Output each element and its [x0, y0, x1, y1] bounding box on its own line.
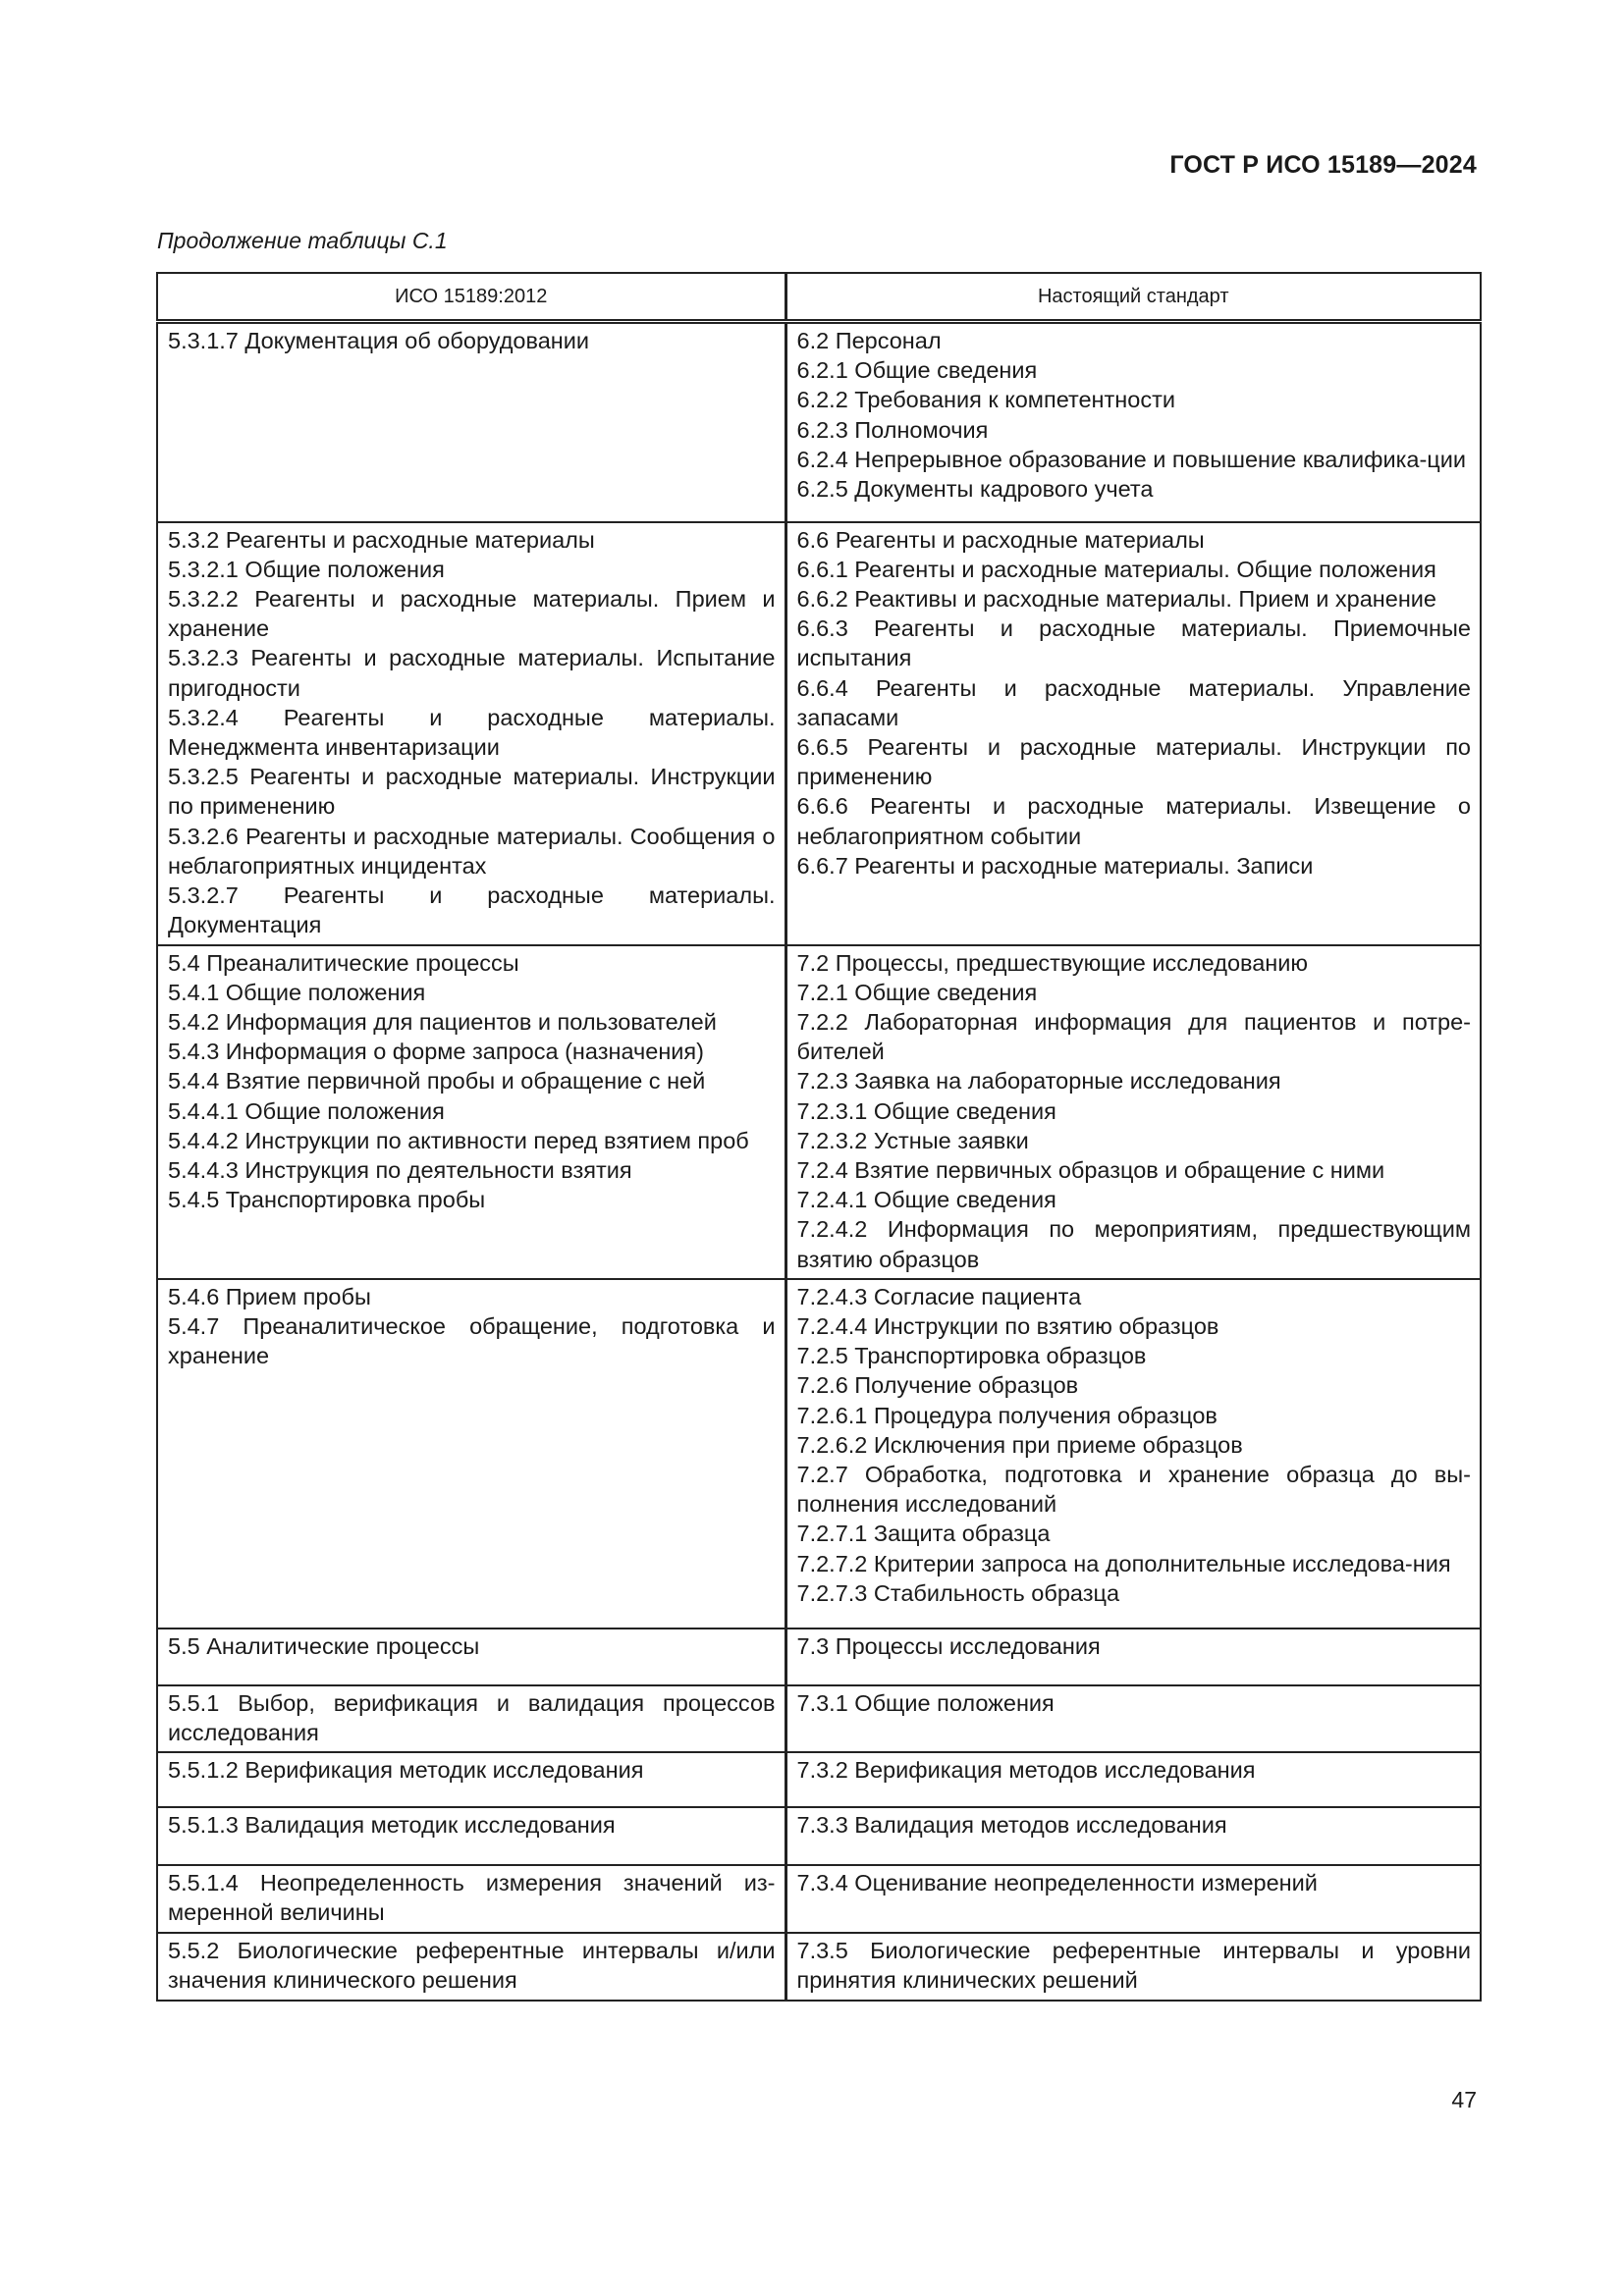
- cell-line: 5.4.4.3 Инструкция по деятельности взятия: [168, 1156, 632, 1183]
- cell-line: 6.2.5 Документы кадрового учета: [796, 476, 1154, 503]
- cell-line: 5.5.1.4 Неопределенность измерения значений из-меренной величины: [168, 1870, 776, 1926]
- cell-iso-2012: [157, 1629, 785, 1685]
- cell-iso-2012: [157, 1933, 785, 2001]
- cell-line: 5.4.6 Прием пробы: [168, 1283, 371, 1309]
- cell-line: 5.3.2.1 Общие положения: [168, 556, 445, 582]
- cell-line: 5.5 Аналитические процессы: [168, 1632, 480, 1659]
- cell-iso-2012: [157, 1865, 785, 1932]
- cell-line: 5.4.4 Взятие первичной пробы и обращение с ней: [168, 1068, 706, 1095]
- cell-line: 7.2.7.1 Защита образца: [796, 1521, 1051, 1547]
- table-row: [157, 1807, 1481, 1865]
- cell-line: 5.4 Преаналитические процессы: [168, 949, 519, 976]
- cell-current-standard: [785, 1685, 1481, 1752]
- correspondence-table: [156, 272, 1482, 2002]
- cell-line: 7.2.4.2 Информация по мероприятиям, предшествующим взятию образцов: [796, 1216, 1471, 1272]
- cell-line: 6.6.4 Реагенты и расходные материалы. Управление запасами: [796, 674, 1471, 730]
- table-header-row: [157, 273, 1481, 322]
- table-row: [157, 1685, 1481, 1752]
- cell-current-standard: [785, 1807, 1481, 1865]
- cell-line: 7.2.3.2 Устные заявки: [796, 1127, 1029, 1153]
- cell-line: 5.3.2.3 Реагенты и расходные материалы. Испытание пригодности: [168, 645, 776, 701]
- cell-line: 7.3.1 Общие положения: [796, 1689, 1055, 1716]
- cell-line: 7.2.3 Заявка на лабораторные исследования: [796, 1068, 1281, 1095]
- cell-line: 7.2.7.3 Стабильность образца: [796, 1579, 1120, 1606]
- column-header-iso-2012: ИСО 15189:2012: [157, 273, 785, 322]
- document-code: ГОСТ Р ИСО 15189—2024: [1169, 151, 1477, 179]
- cell-line: 5.4.5 Транспортировка пробы: [168, 1187, 486, 1213]
- cell-iso-2012: [157, 322, 785, 522]
- cell-iso-2012: [157, 1279, 785, 1629]
- cell-line: 7.2.1 Общие сведения: [796, 979, 1038, 1005]
- page-number: 47: [1451, 2087, 1477, 2112]
- cell-line: 6.6.1 Реагенты и расходные материалы. Общие положения: [796, 556, 1436, 582]
- cell-line: 7.2.4.4 Инструкции по взятию образцов: [796, 1312, 1219, 1339]
- cell-line: 5.4.4.2 Инструкции по активности перед взятием проб: [168, 1127, 749, 1153]
- cell-current-standard: [785, 322, 1481, 522]
- table-caption: Продолжение таблицы С.1: [157, 228, 448, 253]
- cell-line: 5.4.4.1 Общие положения: [168, 1097, 445, 1124]
- cell-iso-2012: [157, 1685, 785, 1752]
- cell-line: 6.2.2 Требования к компетентности: [796, 387, 1175, 413]
- cell-line: 7.3.2 Верификация методов исследования: [796, 1757, 1256, 1784]
- table-row: [157, 1629, 1481, 1685]
- cell-line: 6.6.6 Реагенты и расходные материалы. Извещение о неблагоприятном событии: [796, 793, 1471, 849]
- cell-iso-2012: [157, 1752, 785, 1807]
- cell-line: 7.3.5 Биологические референтные интервалы и уровни принятия клинических решений: [796, 1937, 1471, 1993]
- cell-line: 5.5.1.3 Валидация методик исследования: [168, 1812, 616, 1839]
- cell-line: 7.2.7 Обработка, подготовка и хранение образца до вы-полнения исследований: [796, 1461, 1471, 1518]
- cell-line: 5.3.2.6 Реагенты и расходные материалы. Сообщения о неблагоприятных инцидентах: [168, 823, 776, 879]
- table-row: [157, 1279, 1481, 1629]
- cell-line: 7.2.4.3 Согласие пациента: [796, 1283, 1082, 1309]
- cell-line: 5.3.2.5 Реагенты и расходные материалы. Инструкции по применению: [168, 764, 776, 820]
- cell-line: 5.4.7 Преаналитическое обращение, подготовка и хранение: [168, 1312, 776, 1369]
- cell-line: 6.6.7 Реагенты и расходные материалы. Записи: [796, 852, 1314, 879]
- cell-line: 5.3.2.7 Реагенты и расходные материалы. Документация: [168, 881, 776, 938]
- table-row: [157, 1933, 1481, 2001]
- cell-iso-2012: [157, 1807, 785, 1865]
- cell-line: 7.2.7.2 Критерии запроса на дополнительные исследова-ния: [796, 1550, 1451, 1576]
- cell-line: 7.3 Процессы исследования: [796, 1632, 1101, 1659]
- cell-line: 5.4.2 Информация для пациентов и пользователей: [168, 1008, 717, 1035]
- table-body: [157, 322, 1481, 2001]
- cell-line: 5.3.1.7 Документация об оборудовании: [168, 328, 590, 353]
- table-row: [157, 945, 1481, 1279]
- table-row: [157, 322, 1481, 522]
- cell-line: 5.5.2 Биологические референтные интервалы и/или значения клинического решения: [168, 1937, 776, 1993]
- cell-line: 5.3.2.4 Реагенты и расходные материалы. Менеджмента инвентаризации: [168, 704, 776, 760]
- cell-current-standard: [785, 945, 1481, 1279]
- cell-iso-2012: [157, 522, 785, 945]
- cell-line: 6.2 Персонал: [796, 328, 942, 353]
- cell-line: 5.3.2.2 Реагенты и расходные материалы. Прием и хранение: [168, 585, 776, 642]
- table-row: [157, 522, 1481, 945]
- cell-line: 6.2.4 Непрерывное образование и повышение квалифика-ции: [796, 446, 1466, 472]
- cell-line: 6.6.2 Реактивы и расходные материалы. Прием и хранение: [796, 585, 1436, 612]
- column-header-current-standard: Настоящий стандарт: [785, 273, 1481, 322]
- cell-line: 7.2.5 Транспортировка образцов: [796, 1343, 1147, 1369]
- cell-line: 7.2.6.1 Процедура получения образцов: [796, 1402, 1218, 1428]
- cell-line: 7.2 Процессы, предшествующие исследованию: [796, 949, 1309, 976]
- cell-line: 7.2.4 Взятие первичных образцов и обращение с ними: [796, 1156, 1385, 1183]
- cell-line: 6.6.5 Реагенты и расходные материалы. Инструкции по применению: [796, 733, 1471, 790]
- cell-line: 6.2.1 Общие сведения: [796, 357, 1038, 384]
- table-row: [157, 1865, 1481, 1932]
- cell-line: 7.2.4.1 Общие сведения: [796, 1187, 1056, 1213]
- cell-line: 5.5.1.2 Верификация методик исследования: [168, 1757, 644, 1784]
- cell-line: 5.4.3 Информация о форме запроса (назначения): [168, 1039, 704, 1065]
- cell-current-standard: [785, 1933, 1481, 2001]
- cell-current-standard: [785, 1752, 1481, 1807]
- cell-line: 7.2.2 Лабораторная информация для пациентов и потре-бителей: [796, 1008, 1471, 1065]
- cell-line: 5.5.1 Выбор, верификация и валидация процессов исследования: [168, 1689, 776, 1745]
- cell-current-standard: [785, 1629, 1481, 1685]
- cell-current-standard: [785, 1279, 1481, 1629]
- cell-line: 7.3.3 Валидация методов исследования: [796, 1812, 1227, 1839]
- cell-line: 6.2.3 Полномочия: [796, 416, 989, 443]
- cell-iso-2012: [157, 945, 785, 1279]
- cell-line: 5.4.1 Общие положения: [168, 979, 426, 1005]
- cell-line: 6.6 Реагенты и расходные материалы: [796, 526, 1205, 553]
- cell-line: 7.3.4 Оценивание неопределенности измерений: [796, 1870, 1318, 1896]
- cell-line: 6.6.3 Реагенты и расходные материалы. Приемочные испытания: [796, 615, 1471, 671]
- cell-line: 7.2.6.2 Исключения при приеме образцов: [796, 1431, 1243, 1458]
- cell-current-standard: [785, 1865, 1481, 1932]
- cell-current-standard: [785, 522, 1481, 945]
- table-row: [157, 1752, 1481, 1807]
- cell-line: 7.2.6 Получение образцов: [796, 1372, 1079, 1399]
- cell-line: 7.2.3.1 Общие сведения: [796, 1097, 1056, 1124]
- cell-line: 5.3.2 Реагенты и расходные материалы: [168, 526, 595, 553]
